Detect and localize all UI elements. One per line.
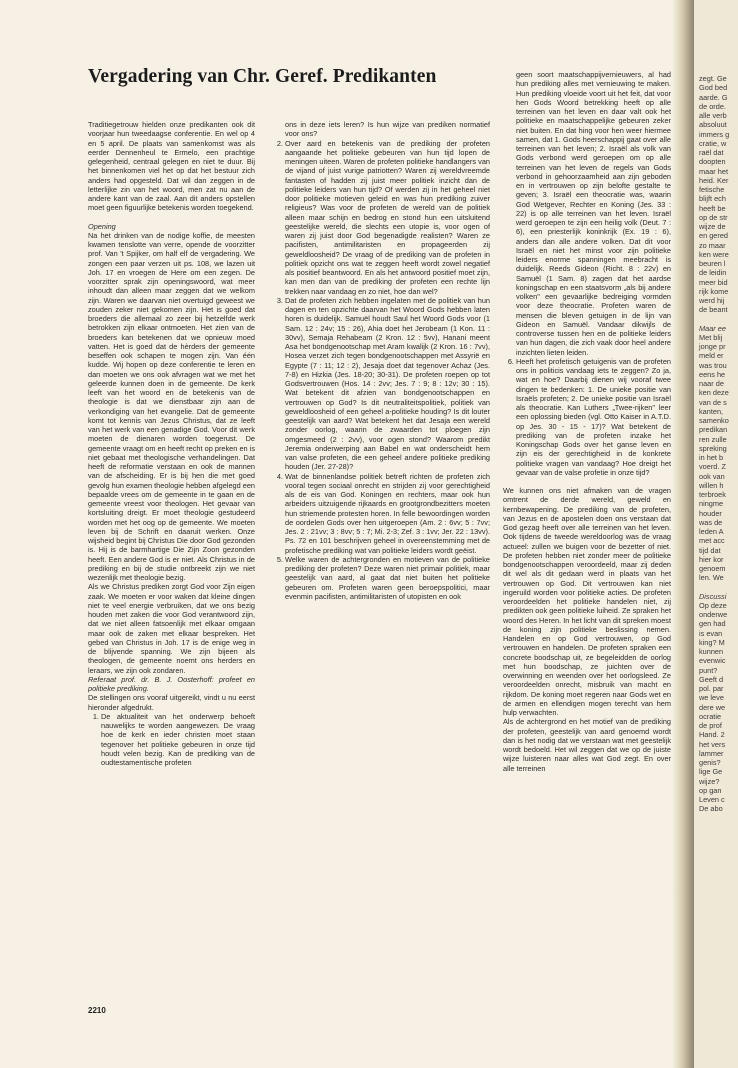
thesis-5-continued: geen soort maatschappijvernieuwers, al had hun prediking alles met vernieuwing te maken. Hun prediking vloeide voort uit het feit, dat voor hen Gods Woord betrekking heeft op alle terreinen van het leven en daar valt ook het politieke en maatschappelijke gebeuren zeker niet buiten. En dat hing voor hen weer hiermee samen, dat 1. Gods heerschappij gaat over alle terreinen van het leven; 2. Israël als volk van Gods verbond werd geroepen om op alle terreinen van het leven de regels van Gods verbond in gehoorzaamheid aan zijn geboden en in vertrouwen op zijn belofte gestalte te geven; 3. Israël een theocratie was, waarin God Wetgever, Rechter en Koning (Jes. 33 : 22) is op alle terreinen van het leven. Israël werd geroepen te zijn een heilig volk (Deut. 7 : 6), een priesterlijk koninkrijk (Ex. 19 : 6), anders dan alle andere volken. Dat dit voor Israël en niet het minst voor zijn politieke leiders enorme spanningen meebracht is duidelijk. Reeds Gideon (Richt. 8 : 22v) en Samuël (1 Sam. 8) zagen dat het aardse koningschap en een staatsvorm „als bij andere volken" een gevaarlijke bedreiging vormden voor deze theocratie. Profeten waren de mensen die bleven getuigen in de lijn van Gideon en Samuël. Vandaar dikwijls de controverse tussen hen en de politieke leiders van hun dagen, die zich vaak door heel andere inzichten lieten leiden. xyxy=(516,70,671,357)
right-page-line: ken were xyxy=(699,249,729,259)
right-page-line: meer bid xyxy=(699,277,728,287)
right-page-line: samenko xyxy=(699,416,729,425)
right-page-line: het vers xyxy=(699,739,726,749)
right-page-line: ningme xyxy=(699,499,724,509)
right-page-line: kunnen xyxy=(699,647,724,656)
right-page-line: wijze de xyxy=(699,222,726,231)
right-page-line: onderwe xyxy=(699,610,728,619)
right-page-line: de orde. xyxy=(699,101,726,111)
right-page-line: Op deze xyxy=(699,600,727,610)
right-page-line: king? M xyxy=(699,637,725,647)
right-page-line: immers g xyxy=(699,129,730,139)
right-page-line: pol. par xyxy=(699,684,724,693)
right-page-line: God bed xyxy=(699,83,728,93)
thesis-4: 4. Wat de binnenlandse politiek betreft richten de profeten zich vooral tegen sociaal onrecht en strijden zij voor gerechtigheid als de eis van God. Koningen en rechters, maar ook hun arbeiders uitzuigende rijkaards en grootgrondbezitters moeten hun striemende protesten horen. In felle bewoordingen worden de oordelen Gods over hen uitgeroepen (Am. 2 : 6vv; 5 : 7vv; Jes. 2 : 21vv; 3 : 8vv; 5 : 7; Mi. 2-3; Zef. 3 : 1vv; Jer. 22 : 13vv). Ps. 72 en 101 beschrijven geheel in overeenstemming met de profetische prediking wat van politieke leiders wordt geëist. xyxy=(285,472,490,555)
right-page-line: Hand. 2 xyxy=(699,730,725,740)
right-page-line: met acc xyxy=(699,536,725,546)
theses-list-part-2 xyxy=(272,139,490,602)
right-page-line: wijze? xyxy=(699,776,720,786)
right-page-line: zo maar xyxy=(699,240,726,250)
opening-paragraph-2: Als we Christus prediken zorgt God voor Zijn eigen zaak. We moeten er voor waken dat kleine dingen niet te veel energie verbruiken, dat we ons bezig houden met zaken die voor God verantwoord zijn, dat we niet alleen fatsoenlijk met elkaar omgaan maar ook de zaken met elkaar bespreken. Het gebed van Christus in Joh. 17 is de enige weg in de blijvende spanning. We zijn bijeen als theologen, de gemeente noemt ons herders en leraars, we zijn ook zondaren. xyxy=(88,582,255,675)
right-page-line: ken deze xyxy=(699,388,729,398)
right-page-line: we leve xyxy=(699,693,724,703)
right-page-line: eens he xyxy=(699,369,726,379)
opening-paragraph: Na het drinken van de nodige koffie, de meesten kwamen tenslotte van verre, opende de voorzitter prof. Van 't Spijker, om half elf de vergadering. We zongen een paar verzen uit ps. 108, we lazen uit Joh. 17 en vroegen de Here om een zegen. De voorzitter sprak zijn openingswoord, wat meer inhoudt dan alleen maar zeggen dat we welkom zijn. Waren we daarvan niet overtuigd geweest we zouden zeker niet gekomen zijn. Het is goed dat broeders die allemaal zo zeer bij hetzelfde werk betrokken zijn elkaar ontmoeten. Het zien van de broeders kan betekenen dat we opnieuw moed vatten. Het is goed dat de hèrders der gemeente beseffen ook schapen te mogen zijn. Van één kudde. Wij hopen op deze conferentie te leren en dan moeten we ons ook afvragen wat we met het geleerde kunnen doen in de gemeente. De kerk leeft van het woord en de betekenis van de theologie is dat we dienstbaar zijn aan de verkondiging van het evangelie. Dat de gemeente komt tot kennis van Jezus Christus, dat ze leeft van het werk van een genadige God. Voor dit werk moeten de dienaren worden toegerust. De gemeente vraagt om en heeft recht op preken en is niet gebaat met theologische verhandelingen. Dat heeft de reformatie verstaan en ook de mannen van de afscheiding. Er is bij hen die met goed gevolg hun examen theologie hebben afgelegd een bepaalde vrees om de gemeente in te gaan en de gemeente vreest voor theologen. Het gevaar van kortsluiting dreigt. Er moet theologie gestudeerd worden met het oog op de gemeente. We moeten leven bij de Schrift en daaruit werken. Onze wijsheid begint bij Christus Die door God gezonden is. Hij is de barmhartige Die Zijn Zoon gezonden heeft. Een andere God is er niet. Als Christus in de prediking en bij de studie ontbreekt zijn we niet wezenlijk met theologie bezig. xyxy=(88,230,255,582)
right-page-line: genis? xyxy=(699,758,721,767)
thesis-5: 5. Welke waren de achtergronden en motieven van de politieke prediking der profeten? Deze waren niet primair politiek, maar geestelijk van aard, al gaat dat niet buiten het politieke gebeuren om. Profeten waren geen beroepspolitici, maar evenmin pacifisten, antimilitaristen of utopisten en ook xyxy=(285,555,490,601)
thesis-1-continued: ons in deze iets leren? Is hun wijze van prediken normatief voor ons? xyxy=(285,120,490,139)
right-page-line: naar de xyxy=(699,379,724,388)
right-page-line: rijk kome xyxy=(699,286,729,296)
right-page-line: willen h xyxy=(699,480,724,490)
thesis-6: 6. Heeft het profetisch getuigenis van de profeten ons in politicis vandaag iets te zeggen? Zo ja, wat en hoe? Daarbij dienen wij vooraf twee dingen te bedenken: 1. De unieke positie van Israëls profeten; 2. De unieke positie van Israël als theocratie. Kan Luthers „Twee-rijken" leer een oplossing bieden (vgl. Otto Kaiser in A.T.D. op Jes. 30 - 15 - 17)? Wat betekent de prediking van de profeten inzake het Koningschap Gods over het ganse leven en zijn eis der gerechtigheid in de konkrete politieke vragen van vandaag? Hoe dreigt het gevaar van de valse profetie in onze tijd? xyxy=(516,357,671,477)
right-page-line: beuren l xyxy=(699,259,726,268)
right-page-line: houder xyxy=(699,508,722,518)
right-page-line: ocratie xyxy=(699,711,722,721)
right-page-line: ook van xyxy=(699,471,725,481)
theses-list-part-3 xyxy=(503,357,671,477)
right-page-line: ren zulle xyxy=(699,434,727,444)
right-page-line: absoluut xyxy=(699,120,727,130)
right-page-line: lammer xyxy=(699,748,724,758)
column-1 xyxy=(88,120,255,1020)
right-page-line: spreking xyxy=(699,443,727,453)
intro-paragraph: Traditiegetrouw hielden onze predikanten ook dit voorjaar hun tweedaagse conferentie. En wel op 4 en 5 april. De plaats van samenkomst was als eerder Dennenheul te Ermelo, een prachtige gelegenheid, centraal gelegen en niet te duur. Bij het binnenkomen viel het op dat het bestuur zich anders had opgesteld. Dat wil dan zeggen in de letterlijke zin van het woord, men zat nu aan de andere kant van de zaal. Aan dit anders opstellen moet geen figuurlijke betekenis worden toegekend. xyxy=(88,120,255,213)
right-page-line: van de s xyxy=(699,397,727,407)
right-page-line: cratie, w xyxy=(699,138,727,148)
right-page-line: was de xyxy=(699,517,723,527)
right-page-line: dere we xyxy=(699,702,726,712)
column-3 xyxy=(503,70,671,1020)
right-page-line: genoem xyxy=(699,564,726,573)
right-page-line: was trou xyxy=(699,360,727,370)
right-page-column xyxy=(699,74,738,814)
right-page-line: de leidin xyxy=(699,268,727,278)
right-page-line: Geeft d xyxy=(699,674,724,684)
right-page-line: voerd. Z xyxy=(699,462,726,472)
right-page-line: in het b xyxy=(699,453,724,462)
right-page-line: punt? xyxy=(699,665,718,675)
right-page-line: raël dat xyxy=(699,148,724,157)
right-page-line: len. We xyxy=(699,573,724,583)
right-page-line: hier kor xyxy=(699,554,724,564)
section-heading-opening: Opening xyxy=(88,221,116,231)
right-page-line: blijft ech xyxy=(699,194,726,204)
right-page-line: aarde. G xyxy=(699,92,728,102)
right-page-heading: Discussi xyxy=(699,591,727,601)
referaat-intro: De stellingen ons vooraf uitgereikt, vindt u nu eerst hieronder afgedrukt. xyxy=(88,693,255,712)
book-gutter xyxy=(672,0,694,1068)
right-page-line: is evan xyxy=(699,628,723,638)
right-page-heading: Maar ee xyxy=(699,323,726,333)
right-page-line: zegt. Ge xyxy=(699,74,727,83)
right-page-line: Met blij xyxy=(699,332,723,342)
right-page-line: heeft be xyxy=(699,203,726,213)
right-page-line: heid. Ker xyxy=(699,175,729,185)
right-page-line: op de str xyxy=(699,212,728,222)
right-page-line: maar het xyxy=(699,166,728,176)
right-page-line: terbroek xyxy=(699,490,726,499)
section-heading-referaat: Referaat prof. dr. B. J. Oosterhoff: profeet en politieke prediking. xyxy=(88,674,255,693)
discussion-paragraph-2: Als de achtergrond en het motief van de prediking der profeten, geestelijk van aard genoemd wordt dan is het nodig dat we verstaan wat met geestelijk wordt bedoeld. Het wil zeggen dat we op de juiste wijze luisteren naar alles wat God zegt. En over alle terreinen xyxy=(503,717,671,773)
right-page-line: lige Ge xyxy=(699,767,723,777)
right-page-line: werd hij xyxy=(699,296,725,305)
column-2 xyxy=(272,120,490,1020)
right-page-line: doopten xyxy=(699,157,726,167)
theses-list-part-1 xyxy=(88,712,255,768)
right-page-line: en gered xyxy=(699,231,728,241)
right-page-line: kanten, xyxy=(699,406,724,416)
thesis-1: 1. De aktualiteit van het onderwerp behoeft nauwelijks te worden aangewezen. De vraag hoe de kerk en ieder christen moet staan tegenover het politieke gebeuren in onze tijd houdt velen bezig. Kan de prediking van de oudtestamentische profeten xyxy=(101,712,255,768)
right-page-line: Leven c xyxy=(699,795,725,804)
right-page-line: meld er xyxy=(699,351,724,361)
right-page-line: tijd dat xyxy=(699,545,721,555)
right-page-line: leden A xyxy=(699,527,724,536)
right-page-line: de beant xyxy=(699,305,728,315)
right-page-line: de prof xyxy=(699,721,722,730)
right-page-fragment xyxy=(694,0,738,1068)
right-page-line: evenwic xyxy=(699,656,726,666)
right-page-line: alle verb xyxy=(699,111,727,120)
right-page-line: De abo xyxy=(699,804,723,814)
discussion-paragraph-1: We kunnen ons niet afmaken van de vragen omtrent de derde wereld, geweld en kernbewapening. De prediking van de profeten, van Jezus en de apostelen doen ons verstaan dat God gezag heeft over alle terreinen van het leven. Ook tijdens de tweede wereldoorlog was de vraag actueel: zullen we buigen voor de bezetter of niet. De profeten hebben niet zonder meer de politieke bondgenootschappen veroordeeld, maar zij deden dit wel als dit gedaan werd in plaats van het vertrouwen op God. Dit vertrouwen kan niet ingeruild worden voor politieke acties. De profeten veroordeelden het politieke handelen niet, zij predikten ook geen politieke luiheid. Ze spraken het woord des Heren. In het licht van dit spreken moest de koning zijn politieke beslissing nemen. Handelen en op God vertrouwen, op God vertrouwen en handelen. De profeten spraken een concrete boodschap uit, ze begeleidden de oorlog met hun boodschap, ze juichten over de overwinning en weenden over het oorlogsleed. Ze veroordeelden onrecht, misbruik van macht en rijkdom. De koning moet regeren naar Gods wet en de armen en ellendigen mogen terecht van hem hulp verwachten. xyxy=(503,486,671,717)
right-page-line: gen had xyxy=(699,619,726,629)
page-number: 2210 xyxy=(88,1006,106,1015)
thesis-2: 2. Over aard en betekenis van de prediking der profeten aangaande het politieke gebeuren van hun tijd lopen de meningen uiteen. Waren de profeten politieke handlangers van de vijand of juist vurige patriotten? Waren zij wereldvreemde fantasten of hadden zij juist meer politiek inzicht dan de politieke leiders van hun tijd? Of werden zij in het geheel niet door politieke motieven geleid en was hun prediking zuiver religieus? Was voor de profeten de wereld van de politiek alleen maar schijn en bedrog en stond hun een uitsluitend geestelijke wereld, die slechts een utopie is, voor ogen of waren zij juist door God begenadigde realisten? Waren ze pacifisten, antimilitaristen en propageerden zij geweldloosheid? De vraag of de prediking van de profeten in politiek opzicht ons wat te zeggen heeft wordt zowel negatief als positief beantwoord. En als het antwoord positief moet zijn, kan men dan van de prediking der profeten een rechte lijn trekken naar vandaag en zo niet, hoe dan wel? xyxy=(285,139,490,296)
right-page-line: fetische xyxy=(699,185,725,194)
thesis-3: 3. Dat de profeten zich hebben ingelaten met de politiek van hun dagen en ten opzichte daarvan het Woord Gods hebben laten horen is duidelijk. Samuël houdt Saul het Woord Gods voor (1 Sam. 12 : 24v; 15 : 26), Ahia doet het Jerobeam (1 Kon. 11 : 30vv), Semaja Rehabeam (2 Kron. 12 : 5vv), Hanani meent Asa het bondgenootschap met Aram kwalijk (2 Kron. 16 : 7vv), Hosea verzet zich tegen bondgenootschappen met Assyrië en Egypte (7 : 11; 12 : 2), Jesaja doet dat tegenover Achaz (Jes. 7-8) en Hizkia (Jes. 18-20; 30-31). De profeten roepen op tot Godsvertrouwen (Hos. 14 : 2vv; Jes. 7 : 9; 8 : 12v; 30 : 15). Wat betekent dit afzien van bondgenootschappen en vertrouwen op God? Is dit neutraliteitspolitiek, politiek van geweldloosheid of een geheel a-politieke houding? Is dit louter geestelijk van aard? Wat betekent het dat Jesaja een wereld zonder oorlog, waarin de zwaarden tot ploegen zijn omgesmeed (2 : 2vv), voor ogen stond? Waarom predikt Jeremia onderwerping aan Babel en wat onderscheidt hem van valse profeten, die een geheel andere politieke prediking houden (Jer. 27-28)? xyxy=(285,296,490,472)
right-page-line: jonge pr xyxy=(699,342,726,351)
right-page-line: op gan xyxy=(699,785,722,795)
right-page-line: predikan xyxy=(699,425,728,435)
article-title: Vergadering van Chr. Geref. Predikanten xyxy=(88,66,437,87)
